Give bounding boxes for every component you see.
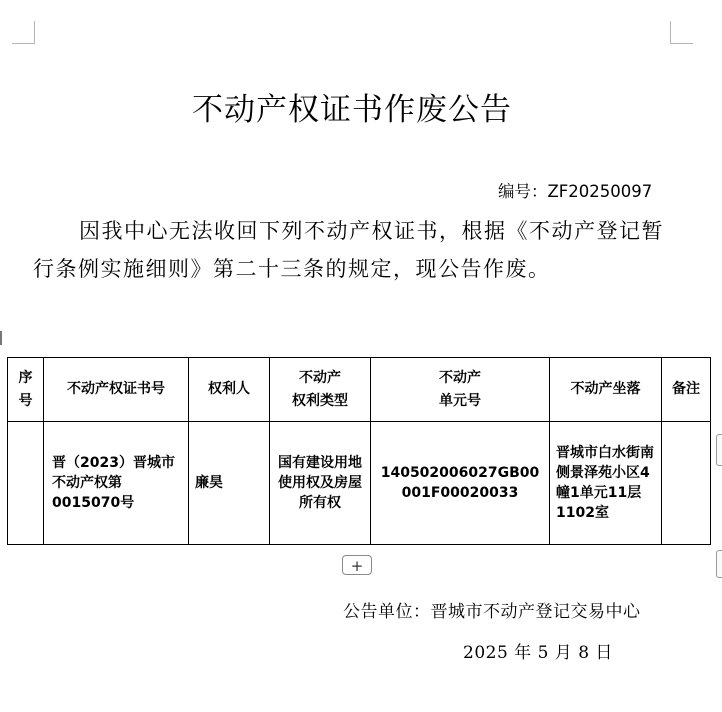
cell-seq[interactable] [8,422,44,545]
cell-right-type[interactable]: 国有建设用地使用权及房屋所有权 [270,422,371,545]
cell-unit-no[interactable]: 140502006027GB00001F00020033 [371,422,550,545]
table-resize-handle[interactable] [716,550,722,578]
cell-cert-no[interactable]: 晋（2023）晋城市不动产权第0015070号 [44,422,189,545]
table-row [8,422,711,545]
header-holder: 权利人 [189,358,270,422]
cell-location[interactable]: 晋城市白水街南侧景泽苑小区4幢1单元11层1102室 [550,422,662,545]
issuer-line: 公告单位：晋城市不动产登记交易中心 [343,602,641,622]
header-right-type: 不动产 权利类型 [270,358,371,422]
header-seq: 序 号 [8,358,44,422]
header-remark: 备注 [662,358,711,422]
page-corner-mark-top-left [12,21,35,44]
cell-remark[interactable] [662,422,711,545]
header-cert-no: 不动产权证书号 [44,358,189,422]
issue-date: 2025 年 5 月 8 日 [463,643,613,663]
cell-holder[interactable]: 廉昊 [189,422,270,545]
table-header-row [8,358,711,422]
document-number: 编号：ZF20250097 [498,182,653,201]
document-title: 不动产权证书作废公告 [192,92,512,128]
add-row-button[interactable]: + [342,555,372,575]
row-resize-handle[interactable] [716,434,722,466]
void-certificate-table [7,357,711,545]
header-location: 不动产坐落 [550,358,662,422]
announcement-body: 因我中心无法收回下列不动产权证书，根据《不动产登记暂行条例实施细则》第二十三条的规定，现公告作废。 [33,219,664,281]
page-corner-mark-top-right [670,21,693,44]
text-cursor-marker [0,331,2,345]
header-unit-no: 不动产 单元号 [371,358,550,422]
